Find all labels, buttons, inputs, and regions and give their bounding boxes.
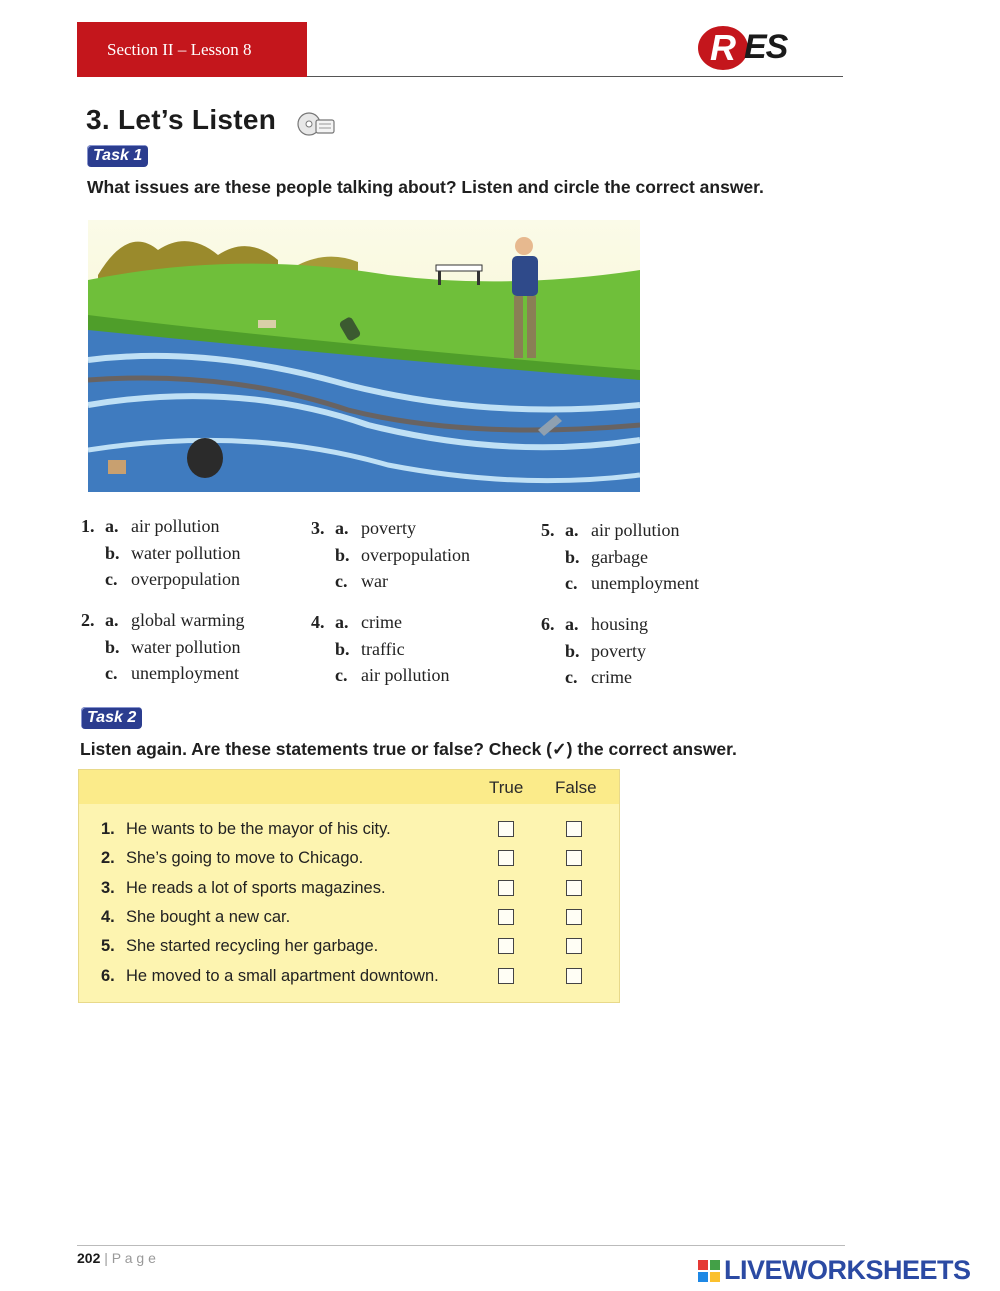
q6-option-c[interactable] [541,664,751,691]
option-text: overpopulation [131,569,240,589]
q5-option-a[interactable] [541,517,751,544]
false-checkbox[interactable] [566,909,582,925]
option-letter: b. [105,542,120,563]
option-letter: a. [335,518,349,538]
option-letter: c. [335,665,348,685]
res-logo [698,26,818,72]
question-3 [311,515,521,595]
statement-text: She bought a new car. [126,908,291,926]
statement-text: She started recycling her garbage. [126,937,379,955]
option-letter: b. [105,636,120,657]
question-2 [81,607,291,687]
option-letter: a. [335,612,349,632]
option-letter: c. [565,667,578,687]
option-letter: c. [105,569,118,589]
page-number [77,1250,156,1266]
page-label: | P a g e [100,1250,156,1266]
q6-option-b[interactable] [541,638,751,665]
question-1 [81,513,291,593]
q1-option-a[interactable] [81,513,291,540]
option-letter: b. [335,544,350,565]
audio-cd-icon[interactable] [296,111,336,137]
option-text: poverty [361,518,416,538]
table-row [79,933,619,962]
question-6 [541,611,751,691]
q3-number: 3. [311,518,325,538]
option-text: air pollution [591,520,680,540]
q2-option-b[interactable] [81,634,291,661]
q4-option-c[interactable] [311,662,521,689]
liveworksheets-brand [698,1255,971,1286]
option-letter: a. [565,520,579,540]
page-title: 3. Let’s Listen [86,104,277,135]
false-checkbox[interactable] [566,821,582,837]
false-checkbox[interactable] [566,968,582,984]
q4-option-b[interactable] [311,636,521,663]
option-text: crime [591,667,632,687]
option-letter: a. [105,516,119,536]
option-letter: a. [565,614,579,634]
q5-number: 5. [541,520,555,540]
header-divider [307,76,843,77]
false-checkbox[interactable] [566,938,582,954]
task2-badge: Task 2 [81,707,142,729]
river-pollution-illustration [88,220,640,492]
q1-option-c[interactable] [81,566,291,593]
statement-number: 1. [101,820,115,838]
true-checkbox[interactable] [498,968,514,984]
option-text: air pollution [361,665,450,685]
footer-divider [77,1245,845,1246]
statement-number: 3. [101,879,115,897]
option-text: unemployment [131,663,239,683]
option-letter: c. [335,571,348,591]
q1-number: 1. [81,516,95,536]
table-row [79,816,619,845]
statement-text: He moved to a small apartment downtown. [126,967,439,985]
table-row [79,875,619,904]
task1-badge: Task 1 [87,145,148,167]
statement-text: She’s going to move to Chicago. [126,849,364,867]
q6-option-a[interactable] [541,611,751,638]
q2-option-c[interactable] [81,660,291,687]
option-text: overpopulation [361,544,470,565]
option-text: crime [361,612,402,632]
question-4 [311,609,521,689]
q2-option-a[interactable] [81,607,291,634]
option-letter: b. [335,638,350,659]
true-checkbox[interactable] [498,938,514,954]
q1-option-b[interactable] [81,540,291,567]
q6-number: 6. [541,614,555,634]
option-text: global warming [131,610,245,630]
false-checkbox[interactable] [566,850,582,866]
option-text: poverty [591,640,646,661]
true-checkbox[interactable] [498,880,514,896]
brand-text: LIVEWORKSHEETS [724,1255,971,1285]
q5-option-c[interactable] [541,570,751,597]
statement-number: 6. [101,967,115,985]
col-true-header: True [489,778,524,797]
option-text: air pollution [131,516,220,536]
option-text: war [361,571,388,591]
task2-instruction: Listen again. Are these statements true or false? Check (✓) the correct answer. [80,739,737,759]
table-row [79,963,619,992]
logo-r-mark: R [698,26,748,70]
option-text: unemployment [591,573,699,593]
false-checkbox[interactable] [566,880,582,896]
option-text: traffic [361,638,405,659]
true-checkbox[interactable] [498,909,514,925]
table-row [79,845,619,874]
question-5 [541,517,751,597]
page-number-value: 202 [77,1250,101,1266]
option-letter: c. [105,663,118,683]
true-checkbox[interactable] [498,850,514,866]
task1-instruction: What issues are these people talking about? Listen and circle the correct answer. [87,177,764,197]
liveworksheets-logo-icon [698,1260,720,1282]
q3-option-c[interactable] [311,568,521,595]
option-text: water pollution [131,542,241,563]
section-label: Section II – Lesson 8 [77,22,307,77]
statement-text: He wants to be the mayor of his city. [126,820,391,838]
col-false-header: False [555,778,597,797]
statement-text: He reads a lot of sports magazines. [126,879,386,897]
option-text: garbage [591,546,648,567]
statement-number: 2. [101,849,115,867]
true-checkbox[interactable] [498,821,514,837]
option-text: housing [591,614,649,634]
q2-number: 2. [81,610,95,630]
q3-option-b[interactable] [311,542,521,569]
option-letter: b. [565,640,580,661]
q3-option-a[interactable] [311,515,521,542]
q4-number: 4. [311,612,325,632]
option-letter: c. [565,573,578,593]
true-false-table [78,769,620,1003]
table-row [79,904,619,933]
option-letter: b. [565,546,580,567]
q4-option-a[interactable] [311,609,521,636]
statement-number: 5. [101,937,115,955]
logo-es-text: ES [744,28,788,66]
option-letter: a. [105,610,119,630]
statement-number: 4. [101,908,115,926]
table-header [79,770,619,804]
q5-option-b[interactable] [541,544,751,571]
option-text: water pollution [131,636,241,657]
